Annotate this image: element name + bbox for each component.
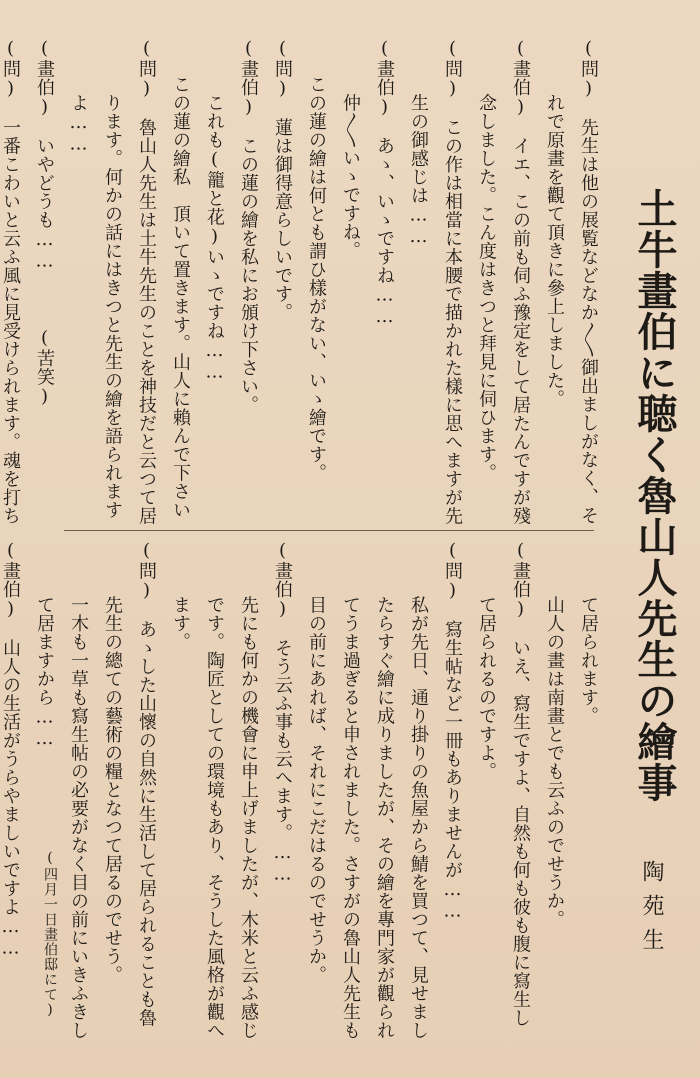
text-line: (畫伯) 山人の生活がうらやましいですよ…… <box>0 540 21 959</box>
text-line: 私が先日、通り掛りの魚屋から鯖を買つて、見せまし <box>408 540 429 1040</box>
text-line: (畫伯) あゝ、いゝですね…… <box>374 38 395 328</box>
text-line: 仲〳〵いゝですね。 <box>340 38 361 260</box>
text-line: 山人の畫は南畫とでも云ふのでせうか。 <box>544 540 565 929</box>
text-line: (問) 一番こわいと云ふ風に見受けられます。魂を打ち <box>0 38 21 525</box>
text-line: この蓮の繪私 頂いて置きます。山人に賴んで下さい <box>170 38 191 519</box>
text-line: 目の前にあれば、それにこだはるのでせうか。 <box>306 540 327 984</box>
text-line: (問) 先生は他の展覧などなか〳〵御出ましがなく、そ <box>578 38 599 525</box>
text-line: (問) 魯山人先生は土牛先生のことを神技だと云つて居 <box>136 38 157 525</box>
text-line: (畫伯) イエ、この前も伺ふ豫定をして居たんですが殘 <box>510 38 531 525</box>
text-line: (畫伯) いえ、寫生ですよ、自然も何も彼も腹に寫生し <box>510 540 531 1027</box>
text-line: (問) 寫生帖など一冊もありませんが…… <box>442 540 463 922</box>
text-line: ります。何かの話にはきつと先生の繪を語られます <box>102 38 123 519</box>
text-line: (問) 蓮は御得意らしいです。 <box>272 38 293 322</box>
text-line: これも(籠と花)いゝですね…… <box>204 38 225 383</box>
text-line: 先にも何かの機會に申上げましたが、木米と云ふ感じ <box>238 540 259 1040</box>
text-line: です。陶匠としての環境もあり、そうした風格が觀へ <box>204 540 225 1040</box>
article-title: 土牛畫伯に聴く魯山人先生の繪事 <box>631 188 677 803</box>
text-line: 先生の總ての藝術の糧となつて居るのでせう。 <box>102 540 123 984</box>
text-line: よ…… <box>68 38 89 155</box>
interview-text-bottom <box>0 540 605 1040</box>
text-line: たらすぐ繪に成りましたが、その繪を專門家が觀られ <box>374 540 395 1040</box>
text-line: 生の御感じは…… <box>408 38 429 248</box>
text-line: て居ますから…… <box>34 540 55 750</box>
author-byline: 陶苑生 <box>639 860 664 962</box>
text-line: (畫伯) そう云ふ事も云へます。…… <box>272 540 293 885</box>
text-line: れで原畫を觀て頂きに參上しました。 <box>544 38 565 408</box>
text-line: (問) あゝした山懷の自然に生活して居られることも魯 <box>136 540 157 1027</box>
interview-text-top <box>0 38 605 528</box>
section-divider <box>64 530 594 531</box>
date-note: (四月一日畫伯邸にて) <box>42 850 58 1019</box>
text-line: (問) この作は相當に本腰で描かれた樣に思へますが先 <box>442 38 463 525</box>
text-line: 念しました。こん度はきつと拜見に伺ひます。 <box>476 38 497 482</box>
text-line: 一木も一草も寫生帖の必要がなく目の前にいきふきし <box>68 540 89 1040</box>
text-line: て居られます。 <box>578 540 599 725</box>
text-line: (畫伯) この蓮の繪を私にお頒け下さい。 <box>238 38 259 414</box>
text-line: (畫伯) いやどうも…… (苦笑) <box>34 38 55 408</box>
text-line: てうま過ぎると申されました。さすがの魯山人先生も <box>340 540 361 1040</box>
text-line: ます。 <box>170 540 191 651</box>
text-line: て居られるのですよ。 <box>476 540 497 781</box>
text-line: この蓮の繪は何とも謂ひ樣がない、いゝ繪です。 <box>306 38 327 482</box>
